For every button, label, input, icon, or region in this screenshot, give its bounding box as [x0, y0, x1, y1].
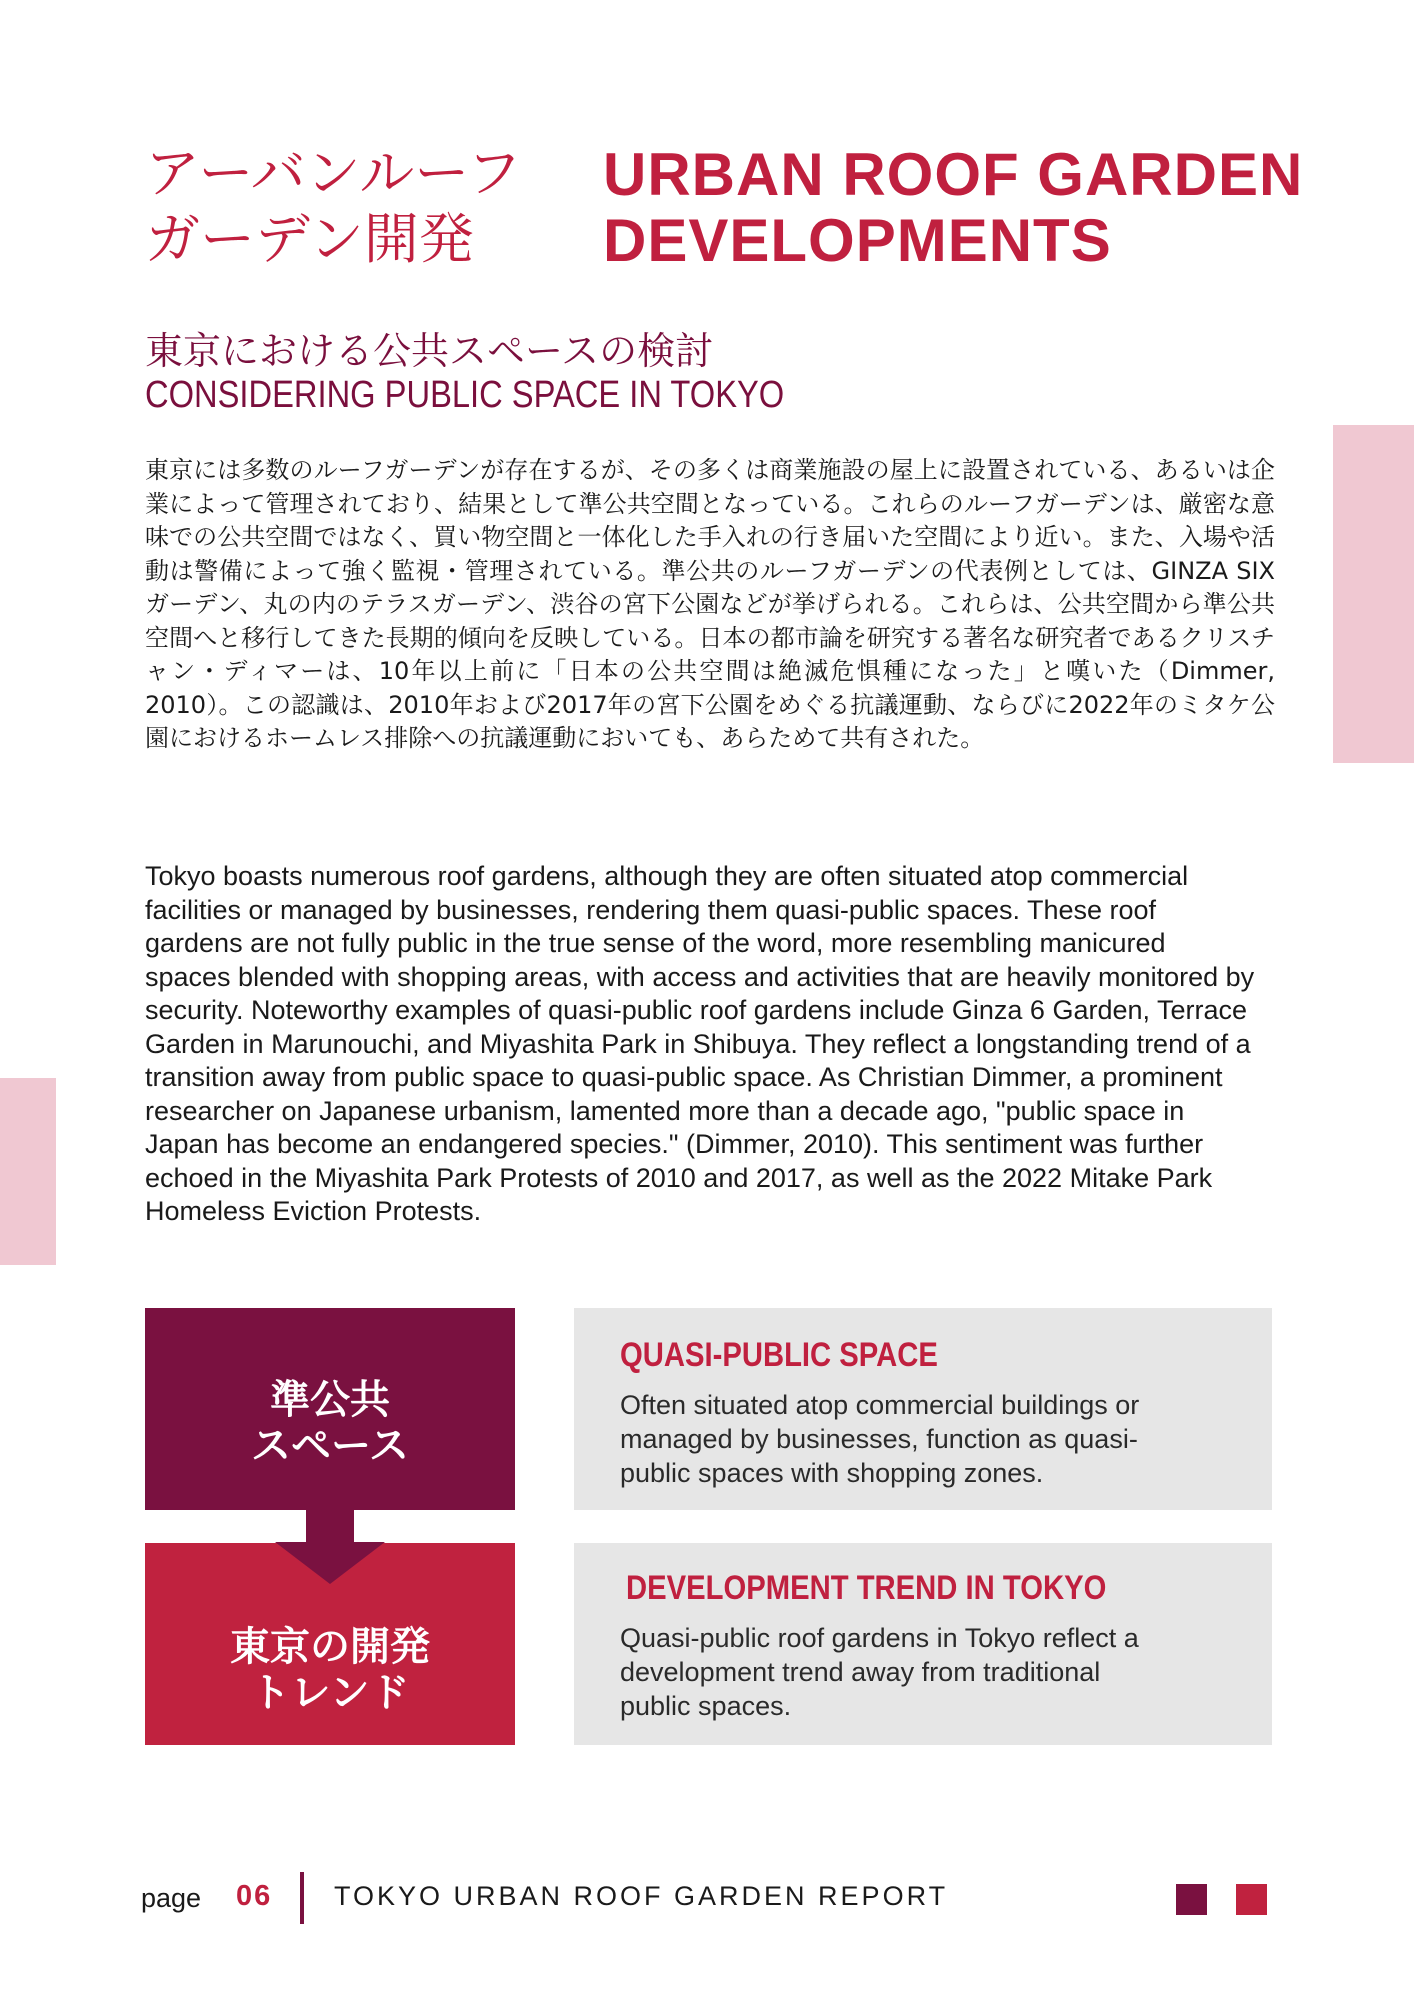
decorative-bar-right	[1333, 425, 1414, 763]
diagram-box-label	[251, 1377, 409, 1469]
footer-page-label: page	[141, 1883, 202, 1913]
diagram-box-label-line1: 東京の開発	[230, 1624, 430, 1670]
footer-divider	[300, 1872, 304, 1924]
info-panel-text-line: development trend away from traditional	[620, 1657, 1101, 1687]
info-panel-text-line: Often situated atop commercial buildings or	[620, 1390, 1140, 1420]
info-panel-text-line: Quasi-public roof gardens in Tokyo reflect a	[620, 1623, 1139, 1653]
page-title-japanese	[145, 140, 575, 272]
decorative-bar-left	[0, 1078, 56, 1265]
body-paragraph-english: Tokyo boasts numerous roof gardens, although they are often situated atop commercial facilities or managed by businesses, rendering them quasi-public spaces. These roof gardens are not fully public in the true sense of the word, more resembling manicured spaces blended with shopping areas, with access and activities that are heavily monitored by security. Noteworthy examples of quasi-public roof gardens include Ginza 6 Garden, Terrace Garden in Marunouchi, and Miyashita Park in Shibuya. They reflect a longstanding trend of a transition away from public space to quasi-public space. As Christian Dimmer, a prominent researcher on Japanese urbanism, lamented more than a decade ago, "public space in Japan has become an endangered species." (Dimmer, 2010). This sentiment was further echoed in the Miyashita Park Protests of 2010 and 2017, as well as the 2022 Mitake Park Homeless Eviction Protests.	[145, 861, 1255, 1226]
footer-square-dark	[1176, 1884, 1207, 1915]
page-title-english	[603, 142, 1323, 274]
page-title-japanese-line2: ガーデン開発	[145, 207, 474, 271]
footer-page-number: 06	[236, 1880, 273, 1912]
diagram-box-label-line1: 準公共	[270, 1377, 390, 1423]
info-panel-text	[620, 1388, 1180, 1490]
info-panel-text-line: public spaces.	[620, 1691, 792, 1721]
info-panel-development-trend	[574, 1543, 1272, 1745]
info-panel-text	[620, 1621, 1180, 1723]
diagram-box-label-line2: トレンド	[250, 1670, 410, 1716]
diagram-box-quasi-public-space	[145, 1308, 515, 1510]
info-panel-title: DEVELOPMENT TREND IN TOKYO	[626, 1569, 1107, 1607]
footer-square-red	[1236, 1884, 1267, 1915]
info-panel-quasi-public-space	[574, 1308, 1272, 1510]
page-title-english-line1: URBAN ROOF GARDEN	[603, 141, 1304, 208]
body-paragraph-japanese: 東京には多数のルーフガーデンが存在するが、その多くは商業施設の屋上に設置されている、あるいは企業によって管理されており、結果として準公共空間となっている。これらのルーフガーデンは、厳密な意味での公共空間ではなく、買い物空間と一体化した手入れの行き届いた空間により近い。また、入場や活動は警備によって強く監視・管理されている。準公共のルーフガーデンの代表例としては、GINZA SIX ガーデン、丸の内のテラスガーデン、渋谷の宮下公園などが挙げられる。これらは、公共空間から準公共空間へと移行してきた長期的傾向を反映している。日本の都市論を研究する著名な研究者であるクリスチャン・ディマーは、10年以上前に「日本の公共空間は絶滅危惧種になった」と嘆いた（Dimmer, 2010）。この認識は、2010年および2017年の宮下公園をめぐる抗議運動、ならびに2022年のミタケ公園におけるホームレス排除への抗議運動においても、あらためて共有された。	[145, 456, 1275, 752]
info-panel-text-line: public spaces with shopping zones.	[620, 1458, 1044, 1488]
diagram-box-label-line2: スペース	[251, 1423, 409, 1469]
diagram-box-label	[230, 1624, 430, 1716]
page-title-japanese-line1: アーバンルーフ	[145, 141, 522, 205]
section-subtitle-english: CONSIDERING PUBLIC SPACE IN TOKYO	[145, 374, 785, 416]
footer-report-title: TOKYO URBAN ROOF GARDEN REPORT	[334, 1881, 949, 1911]
section-subtitle-japanese: 東京における公共スペースの検討	[145, 329, 714, 373]
info-panel-title: QUASI-PUBLIC SPACE	[620, 1336, 938, 1374]
info-panel-text-line: managed by businesses, function as quasi-	[620, 1424, 1138, 1454]
page-title-english-line2: DEVELOPMENTS	[603, 207, 1112, 274]
arrow-down-icon	[275, 1508, 385, 1584]
